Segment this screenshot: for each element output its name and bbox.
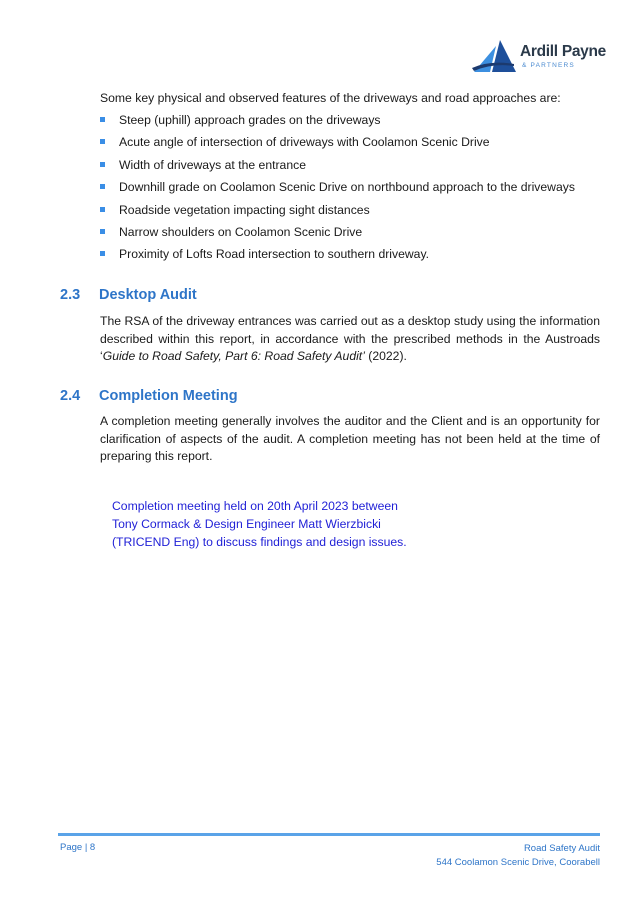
- bullet-square-icon: [100, 139, 105, 144]
- logo-name: Ardill Payne: [520, 43, 606, 60]
- bullet-square-icon: [100, 207, 105, 212]
- bullet-square-icon: [100, 229, 105, 234]
- logo-subtitle: & PARTNERS: [522, 62, 575, 69]
- features-intro: Some key physical and observed features of the driveways and road approaches are:: [100, 91, 561, 105]
- logo-sail-icon: [470, 38, 520, 74]
- list-item: Width of driveways at the entrance: [100, 157, 575, 179]
- page-number: Page | 8: [60, 842, 96, 853]
- bullet-square-icon: [100, 162, 105, 167]
- company-logo: [470, 38, 605, 74]
- note-line: Tony Cormack & Design Engineer Matt Wierzbicki: [112, 517, 381, 531]
- footer-address: 544 Coolamon Scenic Drive, Coorabell: [436, 857, 600, 868]
- footer-doc-title: Road Safety Audit: [523, 843, 600, 854]
- bullet-square-icon: [100, 117, 105, 122]
- footer-document-info: [436, 842, 600, 870]
- section-title: Desktop Audit: [99, 287, 197, 303]
- completion-meeting-paragraph: A completion meeting generally involves the auditor and the Client and is an opportunity for clarification of aspects of the audit. A completion meeting has not been held at the time of preparing this report.: [100, 414, 600, 463]
- bullet-square-icon: [100, 184, 105, 189]
- features-list: [100, 112, 575, 269]
- section-number: 2.3: [60, 287, 81, 303]
- note-line: Completion meeting held on 20th April 2023 between: [112, 499, 398, 513]
- footer-rule: [58, 833, 600, 836]
- section-heading-completion-meeting: [60, 388, 238, 404]
- list-item: Downhill grade on Coolamon Scenic Drive on northbound approach to the driveways: [100, 179, 575, 201]
- list-item: Roadside vegetation impacting sight distances: [100, 202, 575, 224]
- desktop-audit-paragraph: The RSA of the driveway entrances was carried out as a desktop study using the information described within this report, in accordance with the prescribed methods in the Austroads ‘Guide to Road Safety, Part 6: Road Safety Audit’ (2022).: [100, 314, 600, 363]
- list-item: Steep (uphill) approach grades on the driveways: [100, 112, 575, 134]
- bullet-square-icon: [100, 251, 105, 256]
- note-line: (TRICEND Eng) to discuss findings and design issues.: [112, 535, 407, 549]
- section-number: 2.4: [60, 388, 81, 404]
- list-item: Proximity of Lofts Road intersection to southern driveway.: [100, 246, 575, 268]
- completion-meeting-note: [112, 497, 432, 551]
- section-heading-desktop-audit: [60, 287, 197, 303]
- section-title: Completion Meeting: [99, 388, 238, 404]
- guide-title: Guide to Road Safety, Part 6: Road Safety Audit’: [102, 349, 365, 363]
- list-item: Narrow shoulders on Coolamon Scenic Drive: [100, 224, 575, 246]
- list-item: Acute angle of intersection of driveways with Coolamon Scenic Drive: [100, 134, 575, 156]
